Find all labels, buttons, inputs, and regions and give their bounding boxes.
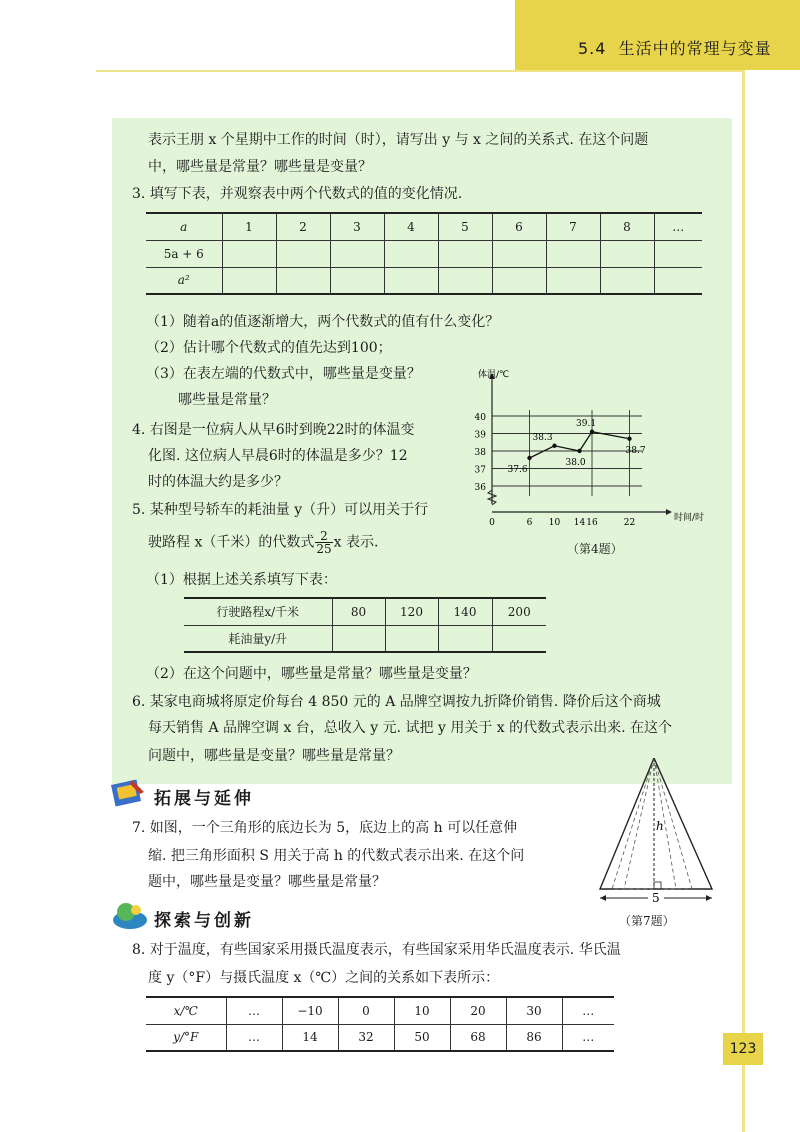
extend-section-title: 拓展与延伸 xyxy=(154,789,254,809)
q5-cell: 80 xyxy=(332,598,385,625)
explore-section-title: 探索与创新 xyxy=(154,911,254,931)
triangle-figure xyxy=(592,758,722,908)
q8-cell: 50 xyxy=(394,1024,450,1051)
q5-line: 5. 某种型号轿车的耗油量 y（升）可以用关于行 xyxy=(132,502,429,518)
q7-caption: （第7题） xyxy=(619,914,675,928)
chart-data-point xyxy=(590,430,594,434)
chart-data-point xyxy=(627,437,631,441)
q8-cell: 68 xyxy=(450,1024,506,1051)
q8-cell: 86 xyxy=(506,1024,562,1051)
q5-cell xyxy=(438,625,492,652)
chart-data-point xyxy=(577,449,581,453)
q8-cell: … xyxy=(226,997,282,1024)
q8-table xyxy=(146,996,614,1052)
q7-line: 缩. 把三角形面积 S 用关于高 h 的代数式表示出来. 在这个问 xyxy=(148,848,525,864)
q5-cell: 行驶路程x/千米 xyxy=(184,598,332,625)
q3-header-cell: … xyxy=(654,213,702,240)
intro-line: 中，哪些量是常量？哪些量是变量？ xyxy=(148,159,372,175)
header-rule xyxy=(96,70,744,72)
triangle-height-label: h xyxy=(656,819,664,833)
q8-cell: y/°F xyxy=(146,1024,226,1051)
q3-sub: （3）在表左端的代数式中，哪些量是变量？ xyxy=(146,366,421,382)
chart-y-tick-label: 40 xyxy=(474,413,486,423)
q8-cell: … xyxy=(226,1024,282,1051)
q3-header-cell: 6 xyxy=(492,213,546,240)
q3-header-cell: 3 xyxy=(330,213,384,240)
q3-stem: 3. 填写下表，并观察表中两个代数式的值的变化情况. xyxy=(132,186,463,202)
chart-y-tick-label: 37 xyxy=(474,465,486,476)
q4-line: 时的体温大约是多少？ xyxy=(148,474,288,490)
chart-y-tick-label: 39 xyxy=(474,430,486,441)
header-title xyxy=(578,36,772,59)
q8-cell: 32 xyxy=(338,1024,394,1051)
fraction-denominator: 25 xyxy=(316,542,332,556)
chart-y-axis-label: 体温/℃ xyxy=(478,370,510,380)
q8-cell: … xyxy=(562,1024,614,1051)
q7-line: 题中，哪些量是变量？哪些量是常量？ xyxy=(148,874,386,890)
q4-line: 化图. 这位病人早晨6时的体温是多少？12 xyxy=(148,448,408,464)
q3-sub: （2）估计哪个代数式的值先达到100； xyxy=(146,340,392,356)
q8-cell: −10 xyxy=(282,997,338,1024)
q3-row-label: 5a + 6 xyxy=(146,240,222,267)
side-rule xyxy=(742,70,745,1132)
chart-x-tick-label: 10 xyxy=(548,518,561,528)
q5-cell: 120 xyxy=(385,598,438,625)
chart-x-tick-label: 16 xyxy=(586,518,598,528)
section-number: 5.4 xyxy=(578,39,607,58)
q4-chart-caption: （第4题） xyxy=(567,542,623,556)
q5-cell xyxy=(492,625,546,652)
header-bar xyxy=(515,0,800,70)
q3-table xyxy=(146,212,702,295)
chart-data-label: 38.3 xyxy=(532,432,553,443)
chart-x-tick-label: 14 xyxy=(573,518,586,528)
chart-x-arrow xyxy=(666,509,672,515)
chart-y-tick-label: 38 xyxy=(474,448,486,458)
explore-section-icon xyxy=(110,898,150,932)
q8-cell: 14 xyxy=(282,1024,338,1051)
q8-cell: 30 xyxy=(506,997,562,1024)
q8-cell: … xyxy=(562,997,614,1024)
chart-x-tick-label: 6 xyxy=(526,518,533,528)
q5-cell xyxy=(385,625,438,652)
q3-header-cell: 5 xyxy=(438,213,492,240)
q8-cell: 20 xyxy=(450,997,506,1024)
chart-x-tick-label: 0 xyxy=(489,518,495,528)
q5-cell xyxy=(332,625,385,652)
q5-cell: 耗油量y/升 xyxy=(184,625,332,652)
q8-line: 度 y（°F）与摄氏温度 x（℃）之间的关系如下表所示： xyxy=(148,970,500,986)
q5-sub: （1）根据上述关系填写下表： xyxy=(146,572,337,588)
chart-x-tick-label: 22 xyxy=(623,518,636,528)
chart-data-label: 38.0 xyxy=(565,458,586,468)
q8-cell: x/℃ xyxy=(146,997,226,1024)
q6-line: 6. 某家电商城将原定价每台 4 850 元的 A 品牌空调按九折降价销售. 降价后这个商城 xyxy=(132,694,661,710)
temperature-chart xyxy=(466,364,716,534)
fraction xyxy=(315,530,332,555)
q6-line: 每天销售 A 品牌空调 x 台，总收入 y 元. 试把 y 用关于 x 的代数式表示出来. 在这个 xyxy=(148,720,673,736)
q3-header-cell: 7 xyxy=(546,213,600,240)
q8-cell: 0 xyxy=(338,997,394,1024)
q3-header-cell: 1 xyxy=(222,213,276,240)
page-number: 123 xyxy=(723,1033,763,1065)
chart-data-point xyxy=(527,456,531,460)
q5-line-pre: 驶路程 x（千米）的代数式 xyxy=(148,534,315,551)
q3-header-cell: 8 xyxy=(600,213,654,240)
extend-section-icon xyxy=(110,776,148,810)
q3-sub: （1）随着a的值逐渐增大，两个代数式的值有什么变化？ xyxy=(146,314,500,330)
fraction-numerator: 2 xyxy=(315,530,332,543)
q7-line: 7. 如图，一个三角形的底边长为 5，底边上的高 h 可以任意伸 xyxy=(132,820,518,836)
q3-header-cell: 2 xyxy=(276,213,330,240)
section-title: 生活中的常理与变量 xyxy=(618,39,772,58)
chart-data-label: 38.7 xyxy=(625,445,646,456)
intro-line: 表示王朋 x 个星期中工作的时间（时），请写出 y 与 x 之间的关系式. 在这个问题 xyxy=(148,132,649,148)
q8-cell: 10 xyxy=(394,997,450,1024)
chart-y-tick-label: 36 xyxy=(474,483,486,493)
q5-cell: 200 xyxy=(492,598,546,625)
q4-line: 4. 右图是一位病人从早6时到晚22时的体温变 xyxy=(132,422,415,438)
q5-table xyxy=(184,597,546,653)
q3-sub: 哪些量是常量？ xyxy=(178,392,276,408)
q5-sub: （2）在这个问题中，哪些量是常量？哪些量是变量？ xyxy=(146,666,477,682)
chart-x-axis-label: 时间/时 xyxy=(674,513,705,523)
q3-row-label: a² xyxy=(146,267,222,294)
chart-data-point xyxy=(552,444,556,448)
q8-line: 8. 对于温度，有些国家采用摄氏温度表示，有些国家采用华氏温度表示. 华氏温 xyxy=(132,942,621,958)
q5-line xyxy=(148,530,378,555)
q6-line: 问题中，哪些量是变量？哪些量是常量？ xyxy=(148,748,400,764)
q3-header-a: a xyxy=(146,213,222,240)
q3-header-cell: 4 xyxy=(384,213,438,240)
chart-data-label: 37.6 xyxy=(507,465,528,475)
triangle-base-label: 5 xyxy=(652,891,660,905)
q5-line-post: x 表示. xyxy=(333,534,379,551)
chart-data-label: 39.1 xyxy=(576,418,597,429)
q5-cell: 140 xyxy=(438,598,492,625)
